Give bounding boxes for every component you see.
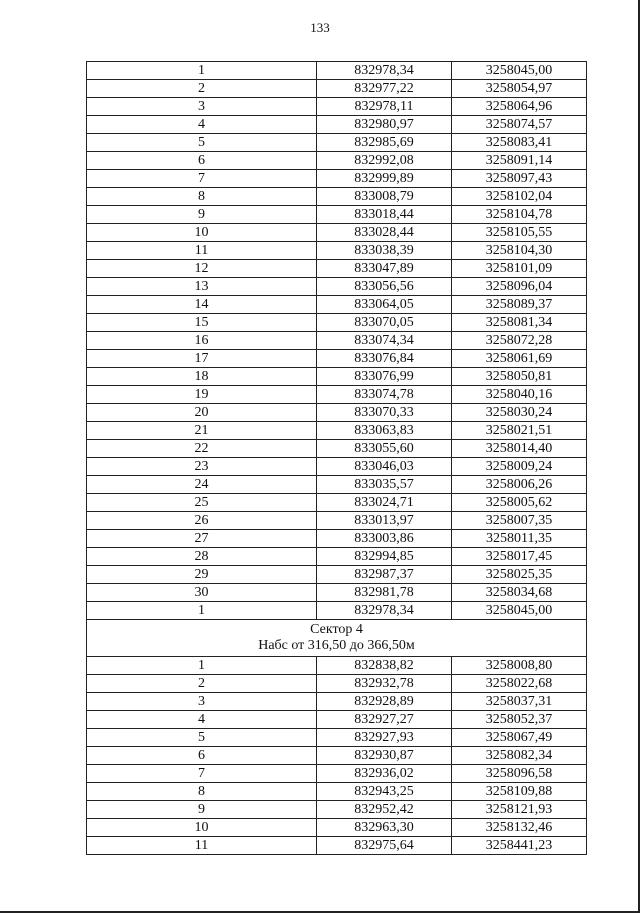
y-coordinate-cell: 3258067,49 [452,729,587,747]
x-coordinate-cell: 832977,22 [317,80,452,98]
table-row [87,224,587,242]
table-row [87,440,587,458]
table-row [87,134,587,152]
x-coordinate-cell: 832985,69 [317,134,452,152]
x-coordinate-cell: 832936,02 [317,765,452,783]
x-coordinate-cell: 833056,56 [317,278,452,296]
point-number-cell: 26 [87,512,317,530]
table-row [87,242,587,260]
point-number-cell: 24 [87,476,317,494]
y-coordinate-cell: 3258072,28 [452,332,587,350]
x-coordinate-cell: 832978,34 [317,62,452,80]
point-number-cell: 1 [87,657,317,675]
y-coordinate-cell: 3258064,96 [452,98,587,116]
point-number-cell: 5 [87,729,317,747]
y-coordinate-cell: 3258083,41 [452,134,587,152]
table-row [87,548,587,566]
x-coordinate-cell: 833074,78 [317,386,452,404]
table-row [87,783,587,801]
y-coordinate-cell: 3258037,31 [452,693,587,711]
point-number-cell: 28 [87,548,317,566]
y-coordinate-cell: 3258081,34 [452,314,587,332]
point-number-cell: 12 [87,260,317,278]
table-row [87,350,587,368]
table-row [87,584,587,602]
x-coordinate-cell: 832981,78 [317,584,452,602]
x-coordinate-cell: 832978,34 [317,602,452,620]
y-coordinate-cell: 3258008,80 [452,657,587,675]
table-row [87,80,587,98]
point-number-cell: 9 [87,801,317,819]
point-number-cell: 10 [87,819,317,837]
x-coordinate-cell: 832975,64 [317,837,452,855]
x-coordinate-cell: 832987,37 [317,566,452,584]
x-coordinate-cell: 833046,03 [317,458,452,476]
point-number-cell: 16 [87,332,317,350]
table-row [87,188,587,206]
x-coordinate-cell: 832930,87 [317,747,452,765]
y-coordinate-cell: 3258014,40 [452,440,587,458]
point-number-cell: 9 [87,206,317,224]
y-coordinate-cell: 3258054,97 [452,80,587,98]
point-number-cell: 13 [87,278,317,296]
point-number-cell: 20 [87,404,317,422]
point-number-cell: 3 [87,693,317,711]
table-row [87,530,587,548]
y-coordinate-cell: 3258030,24 [452,404,587,422]
point-number-cell: 25 [87,494,317,512]
y-coordinate-cell: 3258102,04 [452,188,587,206]
x-coordinate-cell: 833038,39 [317,242,452,260]
y-coordinate-cell: 3258104,30 [452,242,587,260]
x-coordinate-cell: 833070,05 [317,314,452,332]
y-coordinate-cell: 3258050,81 [452,368,587,386]
sector-header-cell [87,620,587,657]
table-row [87,206,587,224]
sector-subtitle: Набс от 316,50 до 366,50м [258,638,415,653]
y-coordinate-cell: 3258007,35 [452,512,587,530]
point-number-cell: 1 [87,602,317,620]
y-coordinate-cell: 3258005,62 [452,494,587,512]
sector-title: Сектор 4 [310,622,363,637]
table-row [87,386,587,404]
point-number-cell: 5 [87,134,317,152]
table-row [87,62,587,80]
table-row [87,152,587,170]
table-row [87,476,587,494]
y-coordinate-cell: 3258017,45 [452,548,587,566]
x-coordinate-cell: 833028,44 [317,224,452,242]
y-coordinate-cell: 3258121,93 [452,801,587,819]
table-row [87,675,587,693]
x-coordinate-cell: 833003,86 [317,530,452,548]
x-coordinate-cell: 832980,97 [317,116,452,134]
table-row [87,314,587,332]
x-coordinate-cell: 833055,60 [317,440,452,458]
point-number-cell: 29 [87,566,317,584]
x-coordinate-cell: 833035,57 [317,476,452,494]
point-number-cell: 6 [87,747,317,765]
point-number-cell: 15 [87,314,317,332]
y-coordinate-cell: 3258025,35 [452,566,587,584]
sector-header-row [87,620,587,657]
point-number-cell: 2 [87,80,317,98]
x-coordinate-cell: 833047,89 [317,260,452,278]
table-row [87,693,587,711]
point-number-cell: 18 [87,368,317,386]
y-coordinate-cell: 3258022,68 [452,675,587,693]
x-coordinate-cell: 833064,05 [317,296,452,314]
x-coordinate-cell: 833076,99 [317,368,452,386]
point-number-cell: 4 [87,116,317,134]
y-coordinate-cell: 3258096,58 [452,765,587,783]
x-coordinate-cell: 832992,08 [317,152,452,170]
point-number-cell: 11 [87,837,317,855]
table-row [87,116,587,134]
point-number-cell: 6 [87,152,317,170]
table-row [87,729,587,747]
y-coordinate-cell: 3258009,24 [452,458,587,476]
table-row [87,368,587,386]
table-row [87,602,587,620]
y-coordinate-cell: 3258104,78 [452,206,587,224]
x-coordinate-cell: 832838,82 [317,657,452,675]
y-coordinate-cell: 3258040,16 [452,386,587,404]
table-row [87,422,587,440]
point-number-cell: 14 [87,296,317,314]
y-coordinate-cell: 3258091,14 [452,152,587,170]
y-coordinate-cell: 3258011,35 [452,530,587,548]
table-row [87,404,587,422]
x-coordinate-cell: 833063,83 [317,422,452,440]
x-coordinate-cell: 832963,30 [317,819,452,837]
point-number-cell: 23 [87,458,317,476]
x-coordinate-cell: 833070,33 [317,404,452,422]
point-number-cell: 19 [87,386,317,404]
table-row [87,566,587,584]
y-coordinate-cell: 3258045,00 [452,62,587,80]
point-number-cell: 11 [87,242,317,260]
y-coordinate-cell: 3258034,68 [452,584,587,602]
point-number-cell: 3 [87,98,317,116]
x-coordinate-cell: 833013,97 [317,512,452,530]
table-row [87,170,587,188]
y-coordinate-cell: 3258006,26 [452,476,587,494]
point-number-cell: 7 [87,170,317,188]
table-row [87,98,587,116]
y-coordinate-cell: 3258441,23 [452,837,587,855]
point-number-cell: 8 [87,188,317,206]
point-number-cell: 7 [87,765,317,783]
table-row [87,657,587,675]
table-row [87,747,587,765]
x-coordinate-cell: 833076,84 [317,350,452,368]
point-number-cell: 22 [87,440,317,458]
point-number-cell: 30 [87,584,317,602]
table-row [87,512,587,530]
table-row [87,494,587,512]
y-coordinate-cell: 3258021,51 [452,422,587,440]
coordinates-table-body [87,62,587,855]
x-coordinate-cell: 832927,27 [317,711,452,729]
y-coordinate-cell: 3258109,88 [452,783,587,801]
point-number-cell: 1 [87,62,317,80]
table-row [87,260,587,278]
x-coordinate-cell: 833024,71 [317,494,452,512]
table-row [87,296,587,314]
table-row [87,837,587,855]
x-coordinate-cell: 832943,25 [317,783,452,801]
y-coordinate-cell: 3258132,46 [452,819,587,837]
point-number-cell: 10 [87,224,317,242]
point-number-cell: 21 [87,422,317,440]
table-row [87,819,587,837]
y-coordinate-cell: 3258097,43 [452,170,587,188]
x-coordinate-cell: 832952,42 [317,801,452,819]
x-coordinate-cell: 833018,44 [317,206,452,224]
table-row [87,458,587,476]
table-row [87,332,587,350]
x-coordinate-cell: 833074,34 [317,332,452,350]
y-coordinate-cell: 3258061,69 [452,350,587,368]
y-coordinate-cell: 3258096,04 [452,278,587,296]
y-coordinate-cell: 3258045,00 [452,602,587,620]
page-number: 133 [310,20,330,35]
x-coordinate-cell: 832999,89 [317,170,452,188]
y-coordinate-cell: 3258074,57 [452,116,587,134]
x-coordinate-cell: 832928,89 [317,693,452,711]
table-row [87,711,587,729]
x-coordinate-cell: 833008,79 [317,188,452,206]
x-coordinate-cell: 832994,85 [317,548,452,566]
table-row [87,801,587,819]
coordinates-table [86,61,587,855]
x-coordinate-cell: 832927,93 [317,729,452,747]
y-coordinate-cell: 3258101,09 [452,260,587,278]
point-number-cell: 2 [87,675,317,693]
y-coordinate-cell: 3258052,37 [452,711,587,729]
point-number-cell: 8 [87,783,317,801]
point-number-cell: 17 [87,350,317,368]
x-coordinate-cell: 832978,11 [317,98,452,116]
y-coordinate-cell: 3258082,34 [452,747,587,765]
table-row [87,765,587,783]
x-coordinate-cell: 832932,78 [317,675,452,693]
point-number-cell: 4 [87,711,317,729]
y-coordinate-cell: 3258089,37 [452,296,587,314]
table-row [87,278,587,296]
point-number-cell: 27 [87,530,317,548]
y-coordinate-cell: 3258105,55 [452,224,587,242]
